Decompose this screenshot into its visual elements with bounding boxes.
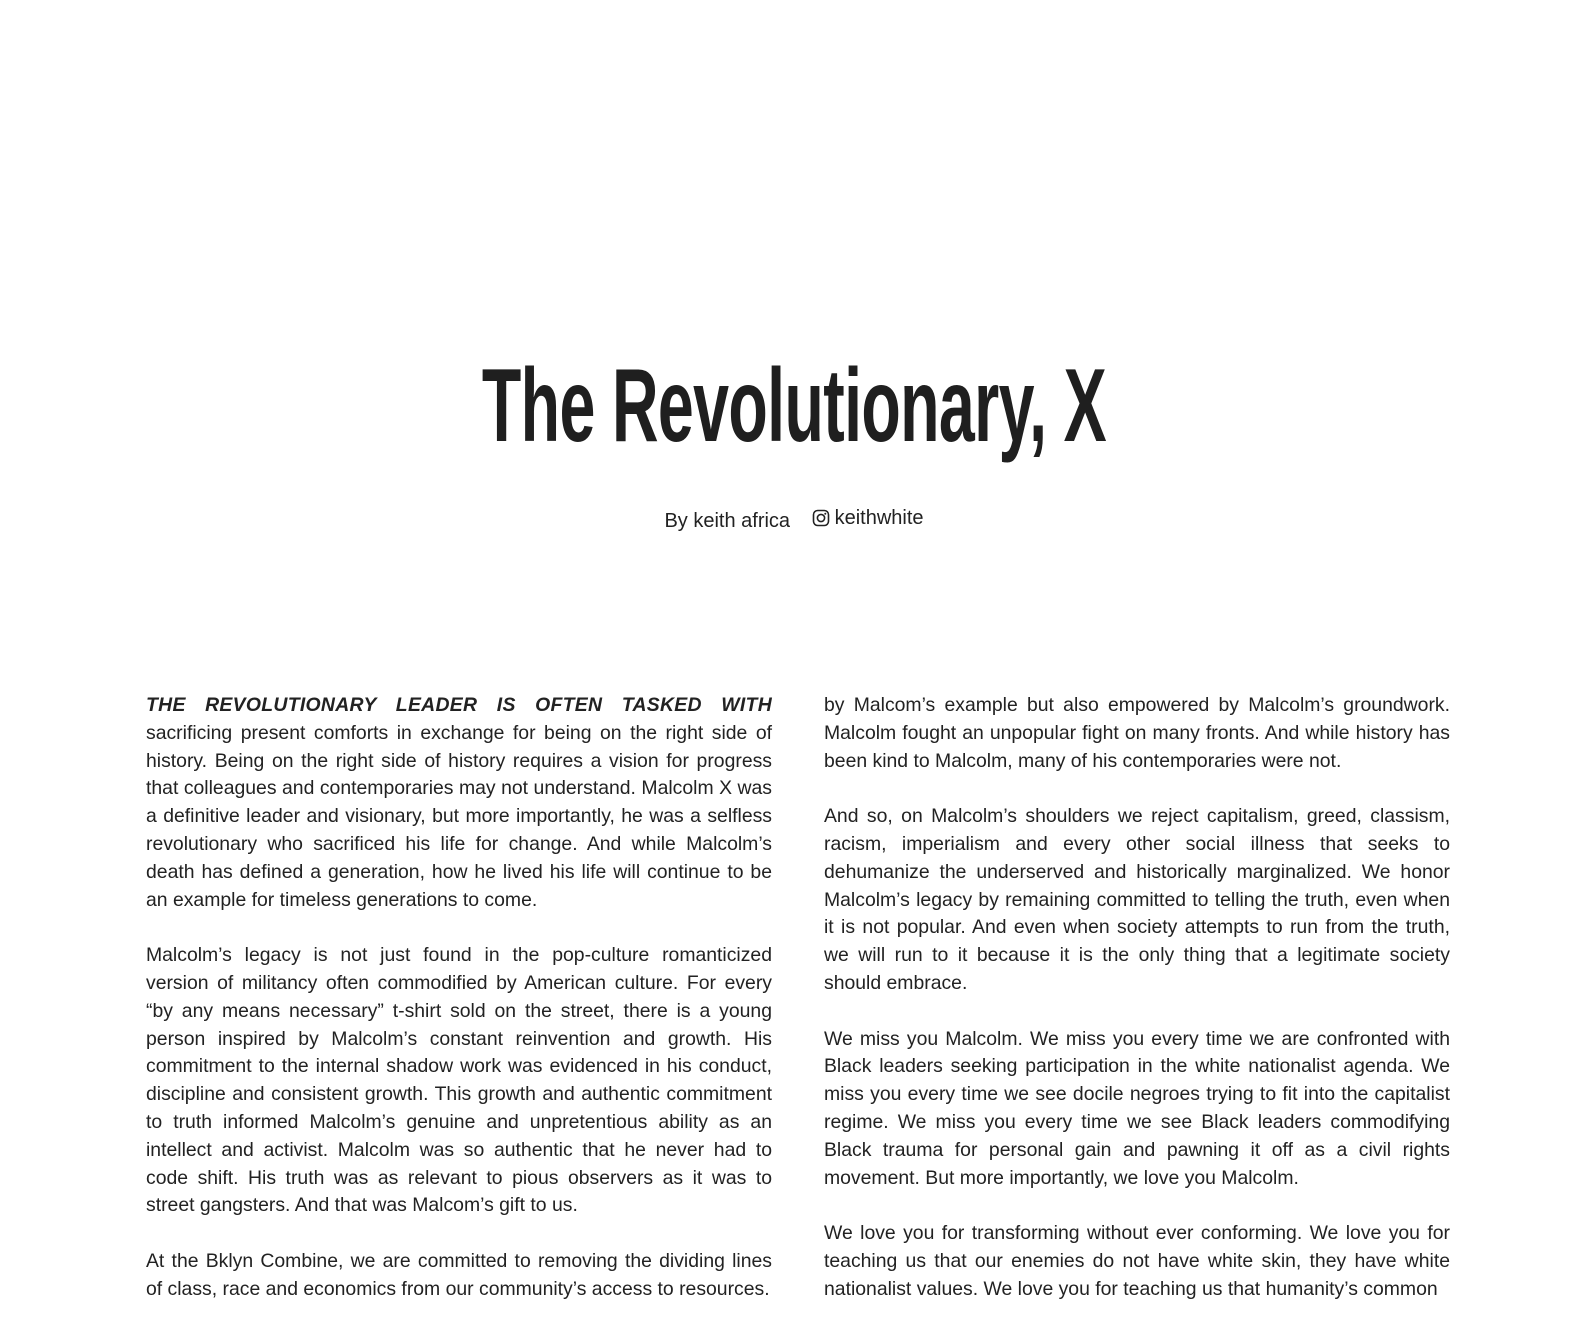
paragraph: At the Bklyn Combine, we are committed to removing the dividing lines of class, race and economics from our community’s access to resources. bbox=[146, 1249, 772, 1300]
instagram-handle: keithwhite bbox=[834, 507, 924, 529]
byline bbox=[0, 504, 1588, 535]
author-name: By keith africa bbox=[664, 510, 791, 532]
paragraph: Malcolm’s legacy is not just found in the pop-culture romanticized version of militancy often commodified by American culture. For every “by any means necessary” t-shirt sold on the street, there is a young person inspired by Malcolm’s constant reinvention and growth. His commitment to the internal shadow work was evidenced in his conduct, discipline and consistent growth. This growth and authentic commitment to truth informed Malcolm’s genuine and unpretentious ability as an intellect and activist. Malcolm was so authentic that he never had to code shift. His truth was as relevant to pious observers as it was to street gangsters. And that was Malcom’s gift to us. bbox=[146, 944, 772, 1217]
paragraph: We love you for transforming without ever conforming. We love you for teaching us that our enemies do not have white skin, they have white nationalist values. We love you for teaching us that humanity’s common bbox=[824, 1222, 1450, 1300]
paragraph: by Malcom’s example but also empowered by Malcolm’s groundwork. Malcolm fought an unpopular fight on many fronts. And while history has been kind to Malcolm, many of his contemporaries were not. bbox=[824, 694, 1450, 772]
article-title: The Revolutionary, X bbox=[481, 348, 1107, 464]
instagram-icon bbox=[812, 509, 830, 527]
instagram-link[interactable] bbox=[812, 504, 924, 532]
paragraph: We miss you Malcolm. We miss you every time we are confronted with Black leaders seeking participation in the white nationalist agenda. We miss you every time we see docile negroes trying to fit into the capitalist regime. We miss you every time we see Black leaders commodifying Black trauma for personal gain and pawning it off as a civil rights movement. But more importantly, we love you Malcolm. bbox=[824, 1027, 1450, 1189]
paragraph-text: sacrificing present comforts in exchange for being on the right side of history. Being on the right side of history requires a vision for progress that colleagues and contemporaries may not understand. Malcolm X was a definitive leader and visionary, but more importantly, he was a selfless revolutionary who sacrificed his life for change. And while Malcolm’s death has defined a generation, how he lived his life will continue to be an example for timeless generations to come. bbox=[146, 721, 772, 911]
lead-in: THE REVOLUTIONARY LEADER IS OFTEN TASKED WITH bbox=[146, 694, 772, 716]
article-body bbox=[146, 692, 1450, 1331]
paragraph bbox=[146, 692, 772, 914]
paragraph: And so, on Malcolm’s shoulders we reject capitalism, greed, classism, racism, imperialism and every other social illness that seeks to dehumanize the underserved and historically marginalized. We honor Malcolm’s legacy by remaining committed to telling the truth, even when it is not popular. And even when society attempts to run from the truth, we will run to it because it is the only thing that a legitimate society should embrace. bbox=[824, 805, 1450, 994]
right-column bbox=[824, 692, 1450, 1331]
left-column bbox=[146, 692, 772, 1331]
